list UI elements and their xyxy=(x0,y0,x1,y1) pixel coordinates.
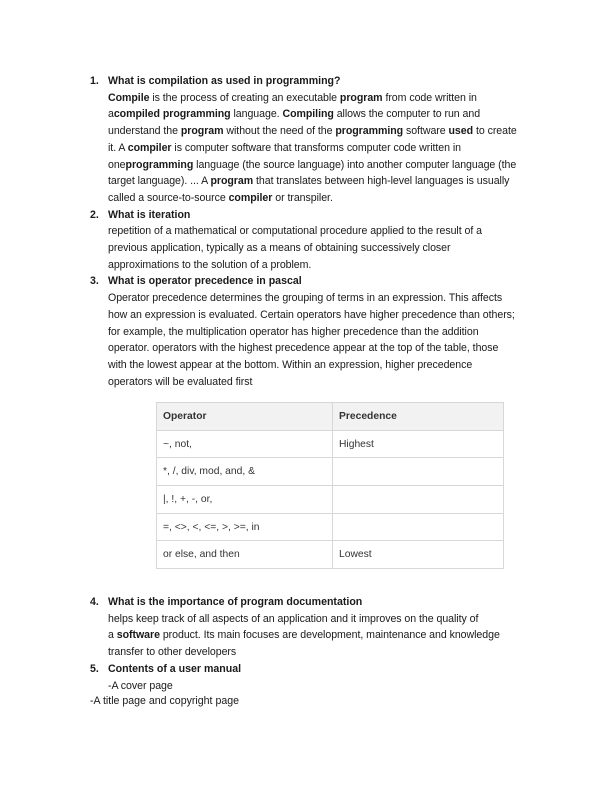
question-number: 4. xyxy=(90,596,99,608)
bold-term: program xyxy=(210,175,254,188)
operator-cell: |, !, +, -, or, xyxy=(157,486,333,514)
answer-line xyxy=(108,90,550,107)
table-row xyxy=(157,513,504,541)
text-run: how an expression is evaluated. Certain operators have higher precedence than others; xyxy=(108,308,515,321)
text-run: is computer software that transforms computer code written in xyxy=(171,141,462,154)
question-title: Contents of a user manual xyxy=(108,662,242,675)
bold-term: programming xyxy=(335,125,404,138)
column-header-operator: Operator xyxy=(157,403,333,431)
column-header-precedence: Precedence xyxy=(333,403,504,431)
answer-line xyxy=(108,678,550,695)
question-answer xyxy=(108,290,550,390)
table-row xyxy=(157,430,504,458)
answer-line xyxy=(108,340,550,357)
precedence-cell xyxy=(333,458,504,486)
text-run: language (the source language) into another computer language (the xyxy=(193,158,517,171)
answer-line xyxy=(108,290,550,307)
text-run: is the process of creating an executable xyxy=(149,91,340,104)
table-row xyxy=(157,486,504,514)
table-row xyxy=(157,458,504,486)
text-run: that translates between high-level languages is usually xyxy=(253,175,510,188)
question-number: 2. xyxy=(90,208,99,221)
text-run: Operator precedence determines the grouping of terms in an expression. This affects xyxy=(108,292,503,305)
text-run: operator. operators with the highest precedence appear at the top of the table, those xyxy=(108,342,499,355)
text-run: previous application, typically as a means of obtaining successively closer xyxy=(108,242,451,255)
text-run: from code written in xyxy=(382,91,477,104)
text-run: without the need of the xyxy=(223,125,336,138)
operator-precedence-table xyxy=(156,402,504,569)
text-run: a xyxy=(108,108,114,121)
text-run: a xyxy=(108,629,117,642)
question-list-top xyxy=(90,73,550,390)
text-run: software xyxy=(403,125,449,138)
precedence-cell xyxy=(333,513,504,541)
text-run: approximations to the solution of a problem. xyxy=(108,258,312,271)
question-answer xyxy=(108,678,550,695)
question-answer xyxy=(108,90,550,207)
text-run: with the lowest appear at the bottom. Within an expression, higher precedence xyxy=(108,358,473,371)
text-run: target language). ... A xyxy=(108,175,211,188)
answer-line xyxy=(108,190,550,207)
answer-line xyxy=(108,644,550,661)
question-title: What is the importance of program documentation xyxy=(108,596,363,608)
question-answer xyxy=(108,223,550,273)
trailing-text: -A title page and copyright page xyxy=(90,695,240,707)
text-run: helps keep track of all aspects of an application and it improves on the quality of xyxy=(108,612,479,625)
question-item-2 xyxy=(90,207,550,274)
precedence-cell: Lowest xyxy=(333,541,504,569)
bold-term: Compile xyxy=(108,91,150,104)
text-run: product. Its main focuses are development, maintenance and knowledge xyxy=(159,629,500,642)
text-run: language. xyxy=(230,108,283,121)
text-run: transfer to other developers xyxy=(108,646,237,659)
question-item-4 xyxy=(90,594,550,661)
operator-cell: ~, not, xyxy=(157,430,333,458)
answer-line xyxy=(108,106,550,123)
bold-term: used xyxy=(448,125,474,138)
text-run: allows the computer to run and xyxy=(333,108,481,121)
answer-line xyxy=(108,627,550,644)
text-run: for example, the multiplication operator has higher precedence than the addition xyxy=(108,325,479,338)
bold-term: program xyxy=(339,91,383,104)
table-row xyxy=(157,541,504,569)
question-title: What is compilation as used in programming? xyxy=(108,75,341,87)
question-item-5 xyxy=(90,661,550,694)
question-number: 3. xyxy=(90,275,99,288)
question-answer xyxy=(108,611,550,661)
question-number: 5. xyxy=(90,662,99,675)
text-run: called a source-to-source xyxy=(108,191,229,204)
operator-cell: =, <>, <, <=, >, >=, in xyxy=(157,513,333,541)
text-run: or transpiler. xyxy=(272,191,333,204)
precedence-cell: Highest xyxy=(333,430,504,458)
operator-cell: *, /, div, mod, and, & xyxy=(157,458,333,486)
question-item-1 xyxy=(90,73,550,207)
answer-line xyxy=(108,307,550,324)
question-title: What is operator precedence in pascal xyxy=(108,275,302,288)
text-run: repetition of a mathematical or computational procedure applied to the result of a xyxy=(108,225,482,238)
bold-term: compiled programming xyxy=(113,108,231,121)
bold-term: Compiling xyxy=(282,108,334,121)
bold-term: compiler xyxy=(228,191,273,204)
bold-term: program xyxy=(180,125,224,138)
answer-line xyxy=(108,374,550,391)
text-run: operators will be evaluated first xyxy=(108,375,253,388)
answer-line xyxy=(108,223,550,240)
answer-line xyxy=(108,357,550,374)
answer-line xyxy=(108,611,550,628)
answer-line xyxy=(108,240,550,257)
answer-line xyxy=(108,157,550,174)
precedence-cell xyxy=(333,486,504,514)
answer-line xyxy=(108,140,550,157)
answer-line xyxy=(108,324,550,341)
table-header-row xyxy=(157,403,504,431)
question-number: 1. xyxy=(90,75,99,87)
text-run: one xyxy=(108,158,126,171)
bold-term: software xyxy=(116,629,160,642)
answer-line xyxy=(108,123,550,140)
answer-line xyxy=(108,257,550,274)
text-run: -A cover page xyxy=(108,679,173,692)
text-run: understand the xyxy=(108,125,181,138)
question-item-3 xyxy=(90,273,550,390)
question-list-bottom xyxy=(90,594,550,694)
question-title: What is iteration xyxy=(108,208,191,221)
bold-term: programming xyxy=(125,158,194,171)
answer-line xyxy=(108,173,550,190)
text-run: it. A xyxy=(108,141,128,154)
text-run: to create xyxy=(473,125,517,138)
operator-cell: or else, and then xyxy=(157,541,333,569)
bold-term: compiler xyxy=(127,141,172,154)
